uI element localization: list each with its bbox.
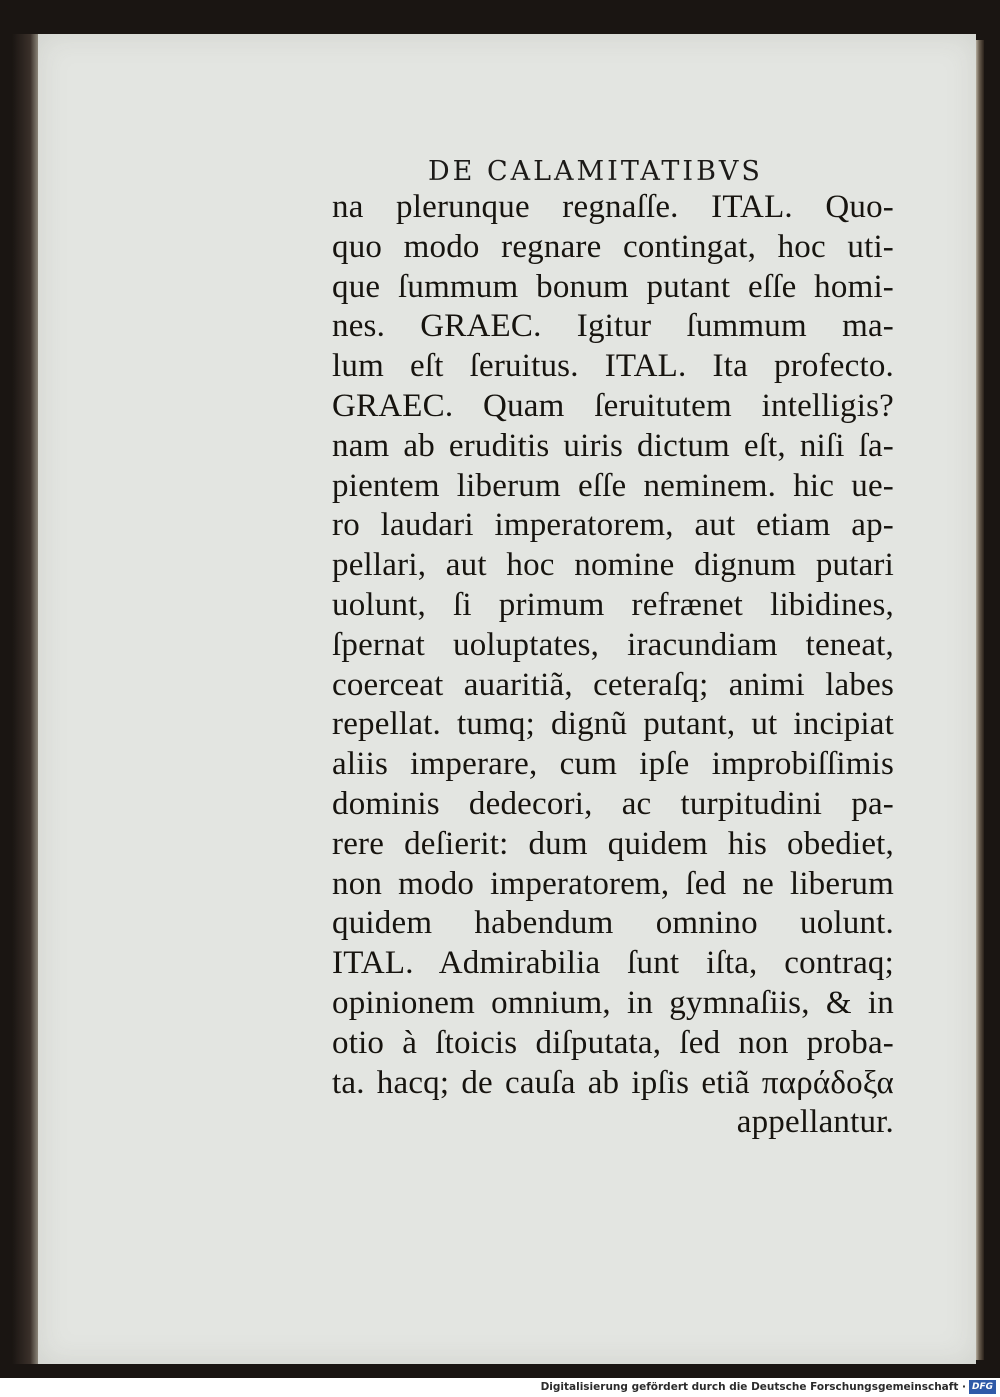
funding-credit: Digitalisierung gefördert durch die Deutsche Forschungsgemeinschaft · — [540, 1381, 966, 1393]
text-line: rere deſierit: dum quidem his obediet, — [332, 825, 894, 862]
text-line: repellat. tumq; dignũ putant, ut incipiat — [332, 706, 894, 743]
running-head: DE CALAMITATIBVS — [428, 156, 763, 187]
body-text — [332, 188, 894, 1143]
text-line: opinionem omnium, in gymnaſiis, & in — [332, 984, 894, 1021]
text-line: uolunt, ſi primum refrænet libidines, — [332, 586, 894, 623]
text-line: ſpernat uoluptates, iracundiam teneat, — [332, 626, 894, 663]
text-line: ITAL. Admirabilia ſunt iſta, contraq; — [332, 945, 894, 982]
text-line: quo modo regnare contingat, hoc uti- — [332, 228, 894, 265]
text-line: GRAEC. Quam ſeruitutem intelligis? — [332, 387, 894, 424]
text-line: non modo imperatorem, ſed ne liberum — [332, 865, 894, 902]
text-line: que ſummum bonum putant eſſe homi- — [332, 268, 894, 305]
book-spine-shadow — [12, 34, 38, 1364]
text-line: quidem habendum omnino uolunt. — [332, 905, 894, 942]
text-line: coerceat auaritiã, ceteraſq; animi labes — [332, 666, 894, 703]
text-line: lum eſt ſeruitus. ITAL. Ita profecto. — [332, 348, 894, 385]
footer-bar — [0, 1378, 1000, 1397]
text-line: ro laudari imperatorem, aut etiam ap- — [332, 507, 894, 544]
text-line: nes. GRAEC. Igitur ſummum ma- — [332, 308, 894, 345]
page-edge — [976, 40, 984, 1360]
text-line-final: appellantur. — [736, 1104, 894, 1141]
text-line: ta. hacq; de cauſa ab ipſis etiã παράδοξα — [332, 1064, 894, 1101]
text-line: na plerunque regnaſſe. ITAL. Quo- — [332, 189, 894, 225]
text-line: dominis dedecori, ac turpitudini pa- — [332, 785, 894, 822]
dfg-logo-icon: DFG — [969, 1380, 996, 1394]
text-line: aliis imperare, cum ipſe improbiſſimis — [332, 746, 894, 783]
text-line: otio à ſtoicis diſputata, ſed non proba- — [332, 1024, 894, 1061]
text-line: pellari, aut hoc nomine dignum putari — [332, 547, 894, 584]
text-line: pientem liberum eſſe neminem. hic ue- — [332, 467, 894, 504]
text-line: nam ab eruditis uiris dictum eſt, niſi ſa- — [332, 427, 894, 464]
